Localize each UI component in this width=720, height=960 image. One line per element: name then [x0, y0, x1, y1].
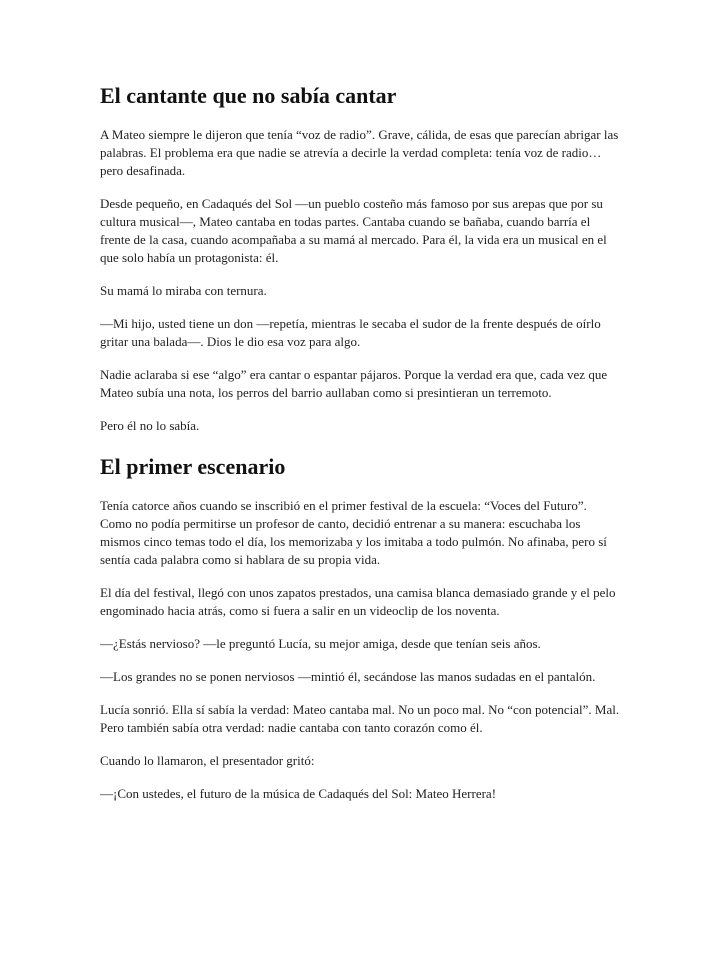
dialogue-paragraph: —¡Con ustedes, el futuro de la música de Cadaqués del Sol: Mateo Herrera! [100, 786, 497, 801]
section-heading-2: El primer escenario [100, 454, 286, 479]
paragraph: Tenía catorce años cuando se inscribió en el primer festival de la escuela: “Voces del Futuro”. Como no podía permitirse un profesor de canto, decidió entrenar a su manera: escuchaba los mismos cinco temas todo el día, los memorizaba y los imitaba a todo pulmón. No afinaba, pero sí sentía cada palabra como si hablara de su propia vida. [100, 498, 607, 567]
paragraph: A Mateo siempre le dijeron que tenía “voz de radio”. Grave, cálida, de esas que parecían abrigar las palabras. El problema era que nadie se atrevía a decirle la verdad completa: tenía voz de radio… pero desafinada. [100, 127, 619, 178]
paragraph: El día del festival, llegó con unos zapatos prestados, una camisa blanca demasiado grande y el pelo engominado hacia atrás, como si fuera a salir en un videoclip de los noventa. [100, 585, 616, 618]
paragraph: Desde pequeño, en Cadaqués del Sol —un pueblo costeño más famoso por sus arepas que por su cultura musical—, Mateo cantaba en todas partes. Cantaba cuando se bañaba, cuando barría el frente de la casa, cuando acompañaba a su mamá al mercado. Para él, la vida era un musical en el que solo había un protagonista: él. [100, 196, 607, 265]
paragraph: Lucía sonrió. Ella sí sabía la verdad: Mateo cantaba mal. No un poco mal. No “con potencial”. Mal. Pero también sabía otra verdad: nadie cantaba con tanto corazón como él. [100, 702, 620, 735]
paragraph: Pero él no lo sabía. [100, 418, 200, 433]
paragraph: Su mamá lo miraba con ternura. [100, 283, 267, 298]
dialogue-paragraph: —¿Estás nervioso? —le preguntó Lucía, su mejor amiga, desde que tenían seis años. [100, 636, 541, 651]
paragraph: Nadie aclaraba si ese “algo” era cantar o espantar pájaros. Porque la verdad era que, cada vez que Mateo subía una nota, los perros del barrio aullaban como si presintieran un terremoto. [100, 367, 608, 400]
dialogue-paragraph: —Mi hijo, usted tiene un don —repetía, mientras le secaba el sudor de la frente después de oírlo gritar una balada—. Dios le dio esa voz para algo. [100, 316, 601, 349]
dialogue-paragraph: —Los grandes no se ponen nerviosos —mintió él, secándose las manos sudadas en el pantalón. [100, 669, 596, 684]
paragraph: Cuando lo llamaron, el presentador gritó: [100, 753, 315, 768]
section-heading-1: El cantante que no sabía cantar [100, 83, 397, 108]
document-body [100, 82, 620, 818]
